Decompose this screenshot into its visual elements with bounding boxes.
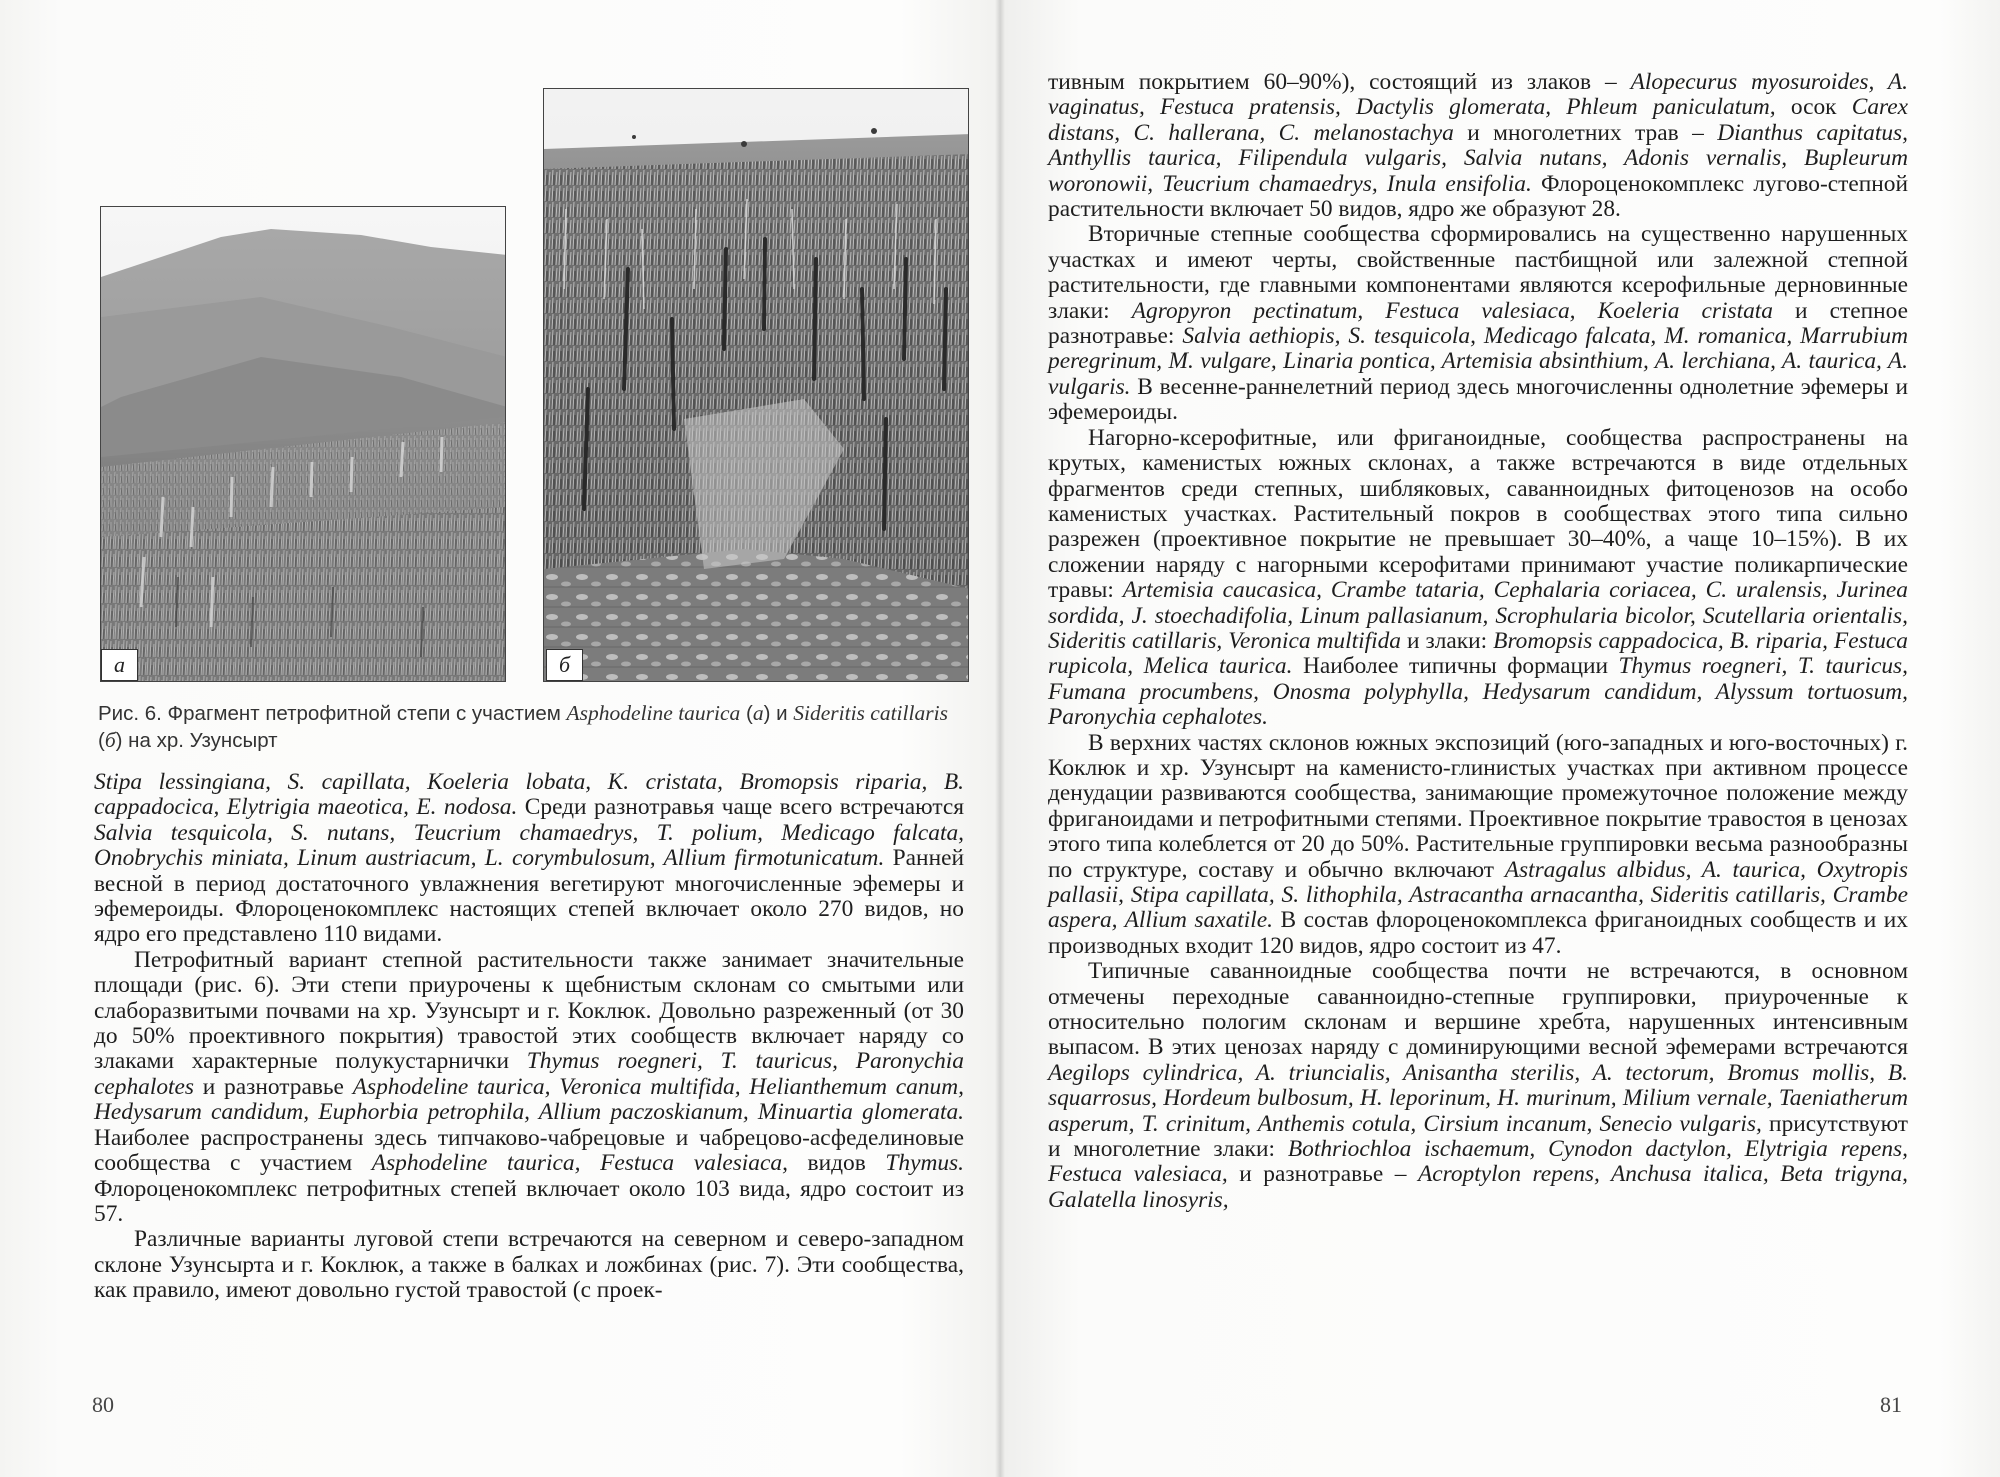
species-names: Carex distans, C. hallerana, C. melanostachya <box>1048 94 1909 146</box>
paragraph <box>1048 222 1908 425</box>
text-run: Среди разнотравья чаще всего встречаются <box>517 794 964 821</box>
paragraph <box>1048 426 1908 731</box>
text-run: и разнотравье – <box>1227 1161 1418 1188</box>
species-names: Dianthus capitatus, Anthyllis taurica, Filipendula vulgaris, Salvia nutans, Adonis vernalis, Bupleurum woronowii, Teucrium chamaedrys, Inula ensifolia. <box>1048 119 1908 197</box>
text-run: и разнотравье <box>194 1073 353 1100</box>
text-run: Наиболее типичны формации <box>1292 653 1619 680</box>
text-run: видов <box>787 1150 886 1177</box>
species-names: Asphodeline taurica, Festuca valesiaca, <box>371 1150 788 1177</box>
paragraph <box>94 770 964 948</box>
left-body-text <box>94 770 964 1304</box>
text-run: тивным покрытием 60–90%), состоящий из злаков – <box>1048 69 1631 95</box>
text-run: В состав флороценокомплекса фриганоидных сообществ и их производных входит 120 видов, ядро состоит из 47. <box>1048 907 1909 959</box>
caption-ref-a: а <box>752 701 764 725</box>
text-run: присутствуют и многолетние злаки: <box>1048 1110 1908 1163</box>
caption-species-2: Sideritis catillaris <box>793 701 948 725</box>
text-run: и степное разнотравье: <box>1048 297 1908 350</box>
caption-text: ( <box>740 702 753 725</box>
right-body-text <box>1048 70 1908 1213</box>
paragraph <box>1048 731 1908 960</box>
paragraph <box>1048 70 1908 222</box>
caption-species-1: Asphodeline taurica <box>566 701 741 725</box>
book-gutter <box>995 0 1005 1477</box>
page-number-left: 80 <box>92 1392 114 1417</box>
photo-b-label: б <box>546 649 583 681</box>
text-run: Вторичные степные сообщества сформировались на существенно нарушенных участках и имеют черты, свойственные пастбищной или залежной степной растительности, где главными компонентами являются ксерофильные дерновинные злаки: <box>1048 221 1908 324</box>
photo-a-steppe-hillside <box>100 206 506 682</box>
photo-a-label: а <box>101 649 138 681</box>
species-names: Stipa lessingiana, S. capillata, Koeleria lobata, K. cristata, Bromopsis riparia, B. cappadocica, Elytrigia maeotica, E. nodosa. <box>94 769 964 821</box>
paragraph <box>94 948 964 1227</box>
text-run: Нагорно-ксерофитные, или фриганоидные, сообщества распространены на крутых, каменистых южных склонах, а также встречаются в виде отдельных фрагментов среди степных, шибляковых, саванноидных фитоценозов на особо каменистых участках. Растительный покров в сообществах этого типа сильно разрежен (проективное покрытие не превышает 30–40%, а чаще 10–15%). В их сложении наряду с нагорными ксерофитами принимают участие поликарпические травы: <box>1048 424 1908 604</box>
text-run: Флороценокомплекс лугово-степной растительности включает 50 видов, ядро же образуют 28. <box>1048 170 1908 223</box>
species-names: Alopecurus myosuroides, A. vaginatus, Festuca pratensis, Dactylis glomerata, Phleum paniculatum, <box>1048 69 1909 121</box>
species-names: Asphodeline taurica, Veronica multifida, Helianthemum canum, Hedysarum candidum, Euphorbia petrophila, Allium paczoskianum, Minuartia glomerata. <box>94 1073 964 1126</box>
text-run: Ранней весной в период достаточного увлажнения вегетируют многочисленные эфемеры и эфемероиды. Флороценокомплекс настоящих степей включает около 270 видов, но ядро его представлено 110 видами. <box>94 845 964 948</box>
photo-b-image <box>544 89 969 682</box>
species-names: Aegilops cylindrica, A. triuncialis, Anisantha sterilis, A. tectorum, Bromus mollis, B. squarrosus, Hordeum bulbosum, H. leporinum, H. murinum, Milium vernale, Taeniatherum asperum, T. crinitum, Anthemis cotula, Cirsium incanum, Senecio vulgaris, <box>1048 1059 1908 1137</box>
caption-text: ) на хр. Узунсырт <box>115 729 278 752</box>
species-names: Salvia aethiopis, S. tesquicola, Medicago falcata, M. romanica, Marrubium peregrinum, M. vulgare, Linaria pontica, Artemisia absinthium, A. lerchiana, A. taurica, A. vulgaris. <box>1048 323 1909 400</box>
text-run: Наиболее распространены здесь типчаково-чабрецовые и чабрецово-асфеделиновые сообщества с участием <box>94 1124 964 1177</box>
species-names: Bothriochloa ischaemum, Cynodon dactylon, Elytrigia repens, Festuca valesiaca, <box>1048 1136 1908 1188</box>
text-run: и злаки: <box>1401 627 1494 654</box>
species-names: Artemisia caucasica, Crambe tataria, Cephalaria coriacea, C. uralensis, Jurinea sordida, J. stoechadifolia, Linum pallasianum, Scrophularia bicolor, Scutellaria orientalis, Sideritis catillaris, Veronica multifida <box>1048 577 1908 654</box>
text-run: и многолетних трав – <box>1453 119 1718 146</box>
page-number-right: 81 <box>1880 1392 1902 1417</box>
text-run: В верхних частях склонов южных экспозиций (юго-западных и юго-восточных) г. Коклюк и хр. Узунсырт на каменисто-глинистых участках при активном процессе денудации развиваются сообщества, занимающие промежуточное положение между фриганоидами и петрофитными степями. Проективное покрытие травостоя в ценозах этого типа колеблется от 20 до 50%. Растительные группировки весьма разнообразны по структуре, составу и обычно включают <box>1048 729 1908 883</box>
photo-a-image <box>101 207 506 682</box>
species-names: Thymus. <box>885 1150 964 1177</box>
species-names: Astragalus albidus, A. taurica, Oxytropis pallasii, Stipa capillata, S. lithophila, Astracantha arnacantha, Sideritis catillaris, Crambe aspera, Allium saxatile. <box>1048 856 1908 934</box>
species-names: Thymus roegneri, T. tauricus, Paronychia cephalotes <box>94 1048 964 1100</box>
text-run: осок <box>1775 94 1852 121</box>
caption-text: Рис. 6. Фрагмент петрофитной степи с участием <box>98 702 567 725</box>
paragraph <box>1048 959 1908 1213</box>
text-run: Различные варианты луговой степи встречаются на северном и северо-западном склоне Узунсырта и г. Коклюк, а также в балках и ложбинах (рис. 7). Эти сообщества, как правило, имеют довольно густой травостой (с проек- <box>94 1226 964 1304</box>
paragraph <box>94 1227 964 1303</box>
species-names: Thymus roegneri, T. tauricus, Fumana procumbens, Onosma polyphylla, Hedysarum candidum, Alyssum tortuosum, Paronychia cephalotes. <box>1048 653 1908 731</box>
caption-text: ( <box>98 729 105 752</box>
photo-b-steppe-closeup <box>543 88 969 682</box>
species-names: Salvia tesquicola, S. nutans, Teucrium chamaedrys, T. polium, Medicago falcata, Onobrychis miniata, Linum austriacum, L. corymbulosum, Allium firmotunicatum. <box>94 819 964 872</box>
text-run: Типичные саванноидные сообщества почти не встречаются, в основном отмечены переходные саванноидно-степные группировки, приуроченные к относительно пологим склонам и вершине хребта, нарушенных интенсивным выпасом. В этих ценозах наряду с доминирующими весной эфемерами встречаются <box>1048 958 1908 1061</box>
species-names: Acroptylon repens, Anchusa italica, Beta trigyna, Galatella linosyris, <box>1048 1161 1908 1213</box>
caption-ref-b: б <box>104 728 116 752</box>
text-run: В весенне-раннелетний период здесь многочисленны однолетние эфемеры и эфемероиды. <box>1048 373 1908 426</box>
figure-caption <box>98 700 978 754</box>
text-run: Флороценокомплекс петрофитных степей включает около 103 вида, ядро состоит из 57. <box>94 1175 964 1227</box>
species-names: Agropyron pectinatum, Festuca valesiaca, Koeleria cristata <box>1131 297 1773 324</box>
species-names: Bromopsis cappadocica, B. riparia, Festuca rupicola, Melica taurica. <box>1048 627 1908 680</box>
caption-text: ) и <box>763 702 794 725</box>
text-run: Петрофитный вариант степной растительности также занимает значительные площади (рис. 6). Эти степи приурочены к щебнистым склонам со смытыми или слаборазвитыми почвами на хр. Узунсырт и г. Коклюк. Довольно разреженный (от 30 до 50% проективного покрытия) травостой этих сообществ включает наряду со злаками характерные полукустарнички <box>94 946 964 1075</box>
